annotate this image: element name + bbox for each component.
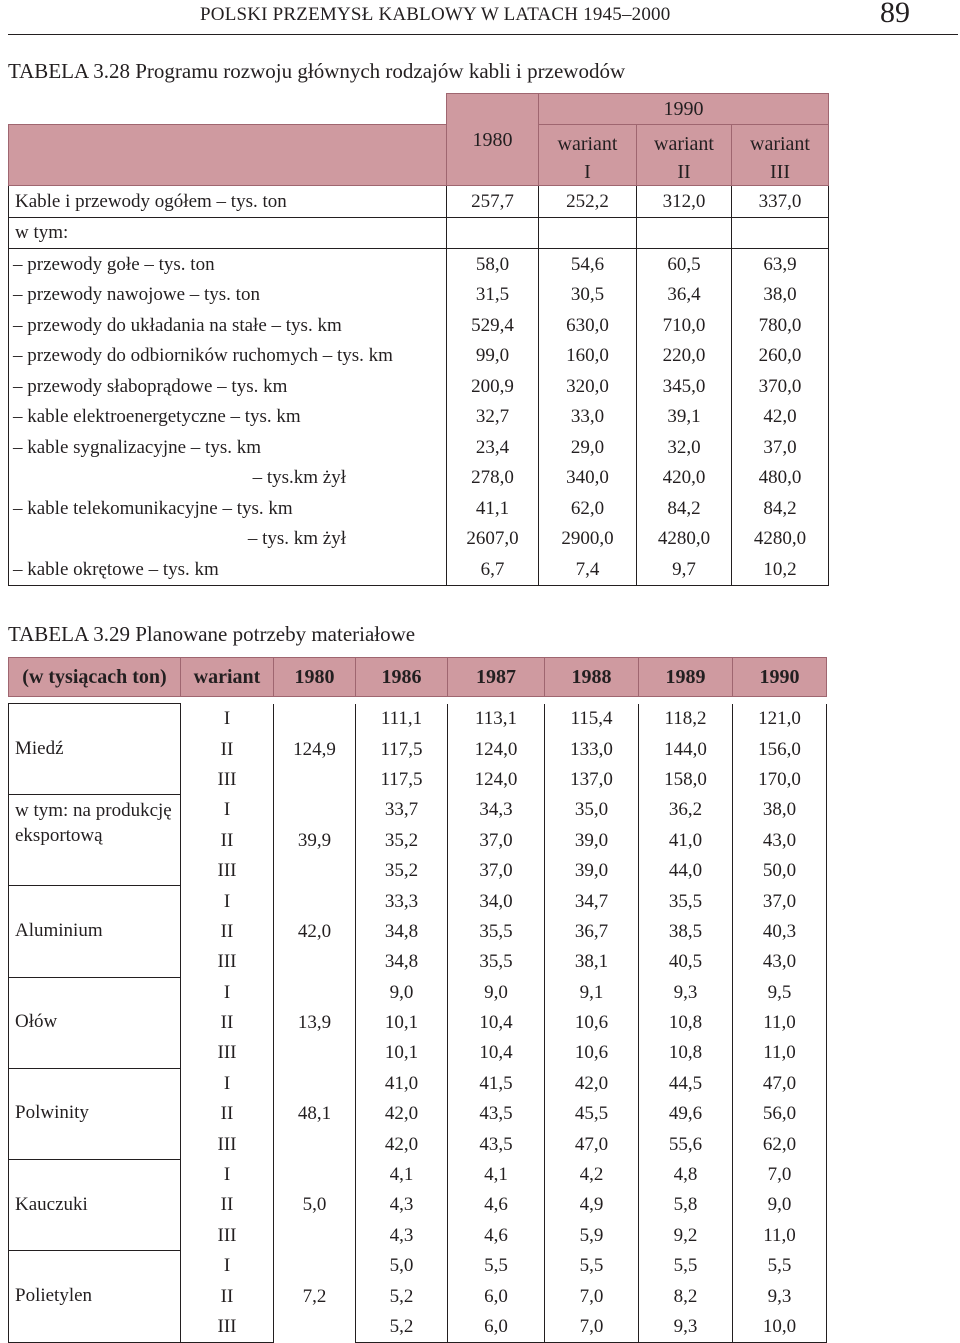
cell-1980: 41,1: [447, 493, 539, 524]
cell-1990: 5,5: [733, 1251, 827, 1281]
cell-wariant-3: 42,0: [732, 402, 829, 433]
group-label: Miedź: [9, 704, 181, 795]
cell-wariant-3: 63,9: [732, 249, 829, 280]
cell-1987: 113,1: [448, 704, 545, 734]
cell-1987: 43,5: [448, 1129, 545, 1159]
table-row: [9, 1251, 827, 1281]
cell-1980: 99,0: [447, 341, 539, 372]
table-row: [9, 463, 829, 494]
cell-1990: 40,3: [733, 916, 827, 946]
cell-wariant-2: 32,0: [637, 432, 732, 463]
cell-wariant: II: [181, 1099, 274, 1129]
cell-1988: 5,9: [545, 1220, 639, 1250]
cell-wariant-2: [637, 217, 732, 249]
row-label: – kable telekomunikacyjne – tys. km: [9, 493, 447, 524]
row-label: – kable sygnalizacyjne – tys. km: [9, 432, 447, 463]
cell-1990: 9,5: [733, 977, 827, 1007]
variant-header-1-l2: I: [539, 159, 637, 186]
cell-1988: 4,9: [545, 1190, 639, 1220]
header-blank: [9, 159, 447, 186]
row-label: – przewody nawojowe – tys. ton: [9, 280, 447, 311]
cell-1986: 4,1: [356, 1159, 448, 1189]
cell-1989: 36,2: [639, 795, 733, 825]
table-row: [9, 249, 829, 280]
cell-1988: 34,7: [545, 886, 639, 916]
col-header-1986: 1986: [356, 658, 448, 697]
cell-1989: 8,2: [639, 1281, 733, 1311]
cell-1990: 11,0: [733, 1007, 827, 1037]
cell-1980: 278,0: [447, 463, 539, 494]
cell-wariant: III: [181, 764, 274, 794]
cell-1987: 9,0: [448, 977, 545, 1007]
cell-1988: 10,6: [545, 1038, 639, 1068]
table-329: [8, 657, 827, 1343]
cell-1987: 35,5: [448, 947, 545, 977]
cell-1980: 42,0: [274, 886, 356, 977]
cell-1988: 42,0: [545, 1068, 639, 1098]
cell-1990: 50,0: [733, 855, 827, 885]
cell-1989: 44,0: [639, 855, 733, 885]
cell-1988: 4,2: [545, 1159, 639, 1189]
table-row: [9, 341, 829, 372]
cell-wariant-1: 30,5: [539, 280, 637, 311]
cell-wariant-1: 29,0: [539, 432, 637, 463]
group-label: Kauczuki: [9, 1159, 181, 1250]
cell-wariant-1: 33,0: [539, 402, 637, 433]
table-row: [9, 493, 829, 524]
row-label: – przewody gołe – tys. ton: [9, 249, 447, 280]
cell-wariant: I: [181, 977, 274, 1007]
row-label: w tym:: [9, 217, 447, 249]
cell-1989: 40,5: [639, 947, 733, 977]
cell-wariant-2: 710,0: [637, 310, 732, 341]
cell-wariant: I: [181, 886, 274, 916]
group-label: Ołów: [9, 977, 181, 1068]
table-row: [9, 432, 829, 463]
table-row: [9, 886, 827, 916]
cell-1986: 117,5: [356, 734, 448, 764]
table-row: [9, 310, 829, 341]
cell-wariant: III: [181, 1038, 274, 1068]
cell-1987: 6,0: [448, 1311, 545, 1342]
row-label: – tys. km żył: [9, 524, 447, 555]
cell-wariant-3: 370,0: [732, 371, 829, 402]
row-label: – przewody słaboprądowe – tys. km: [9, 371, 447, 402]
cell-1987: 10,4: [448, 1038, 545, 1068]
cell-wariant: I: [181, 704, 274, 734]
cell-1980: 32,7: [447, 402, 539, 433]
cell-wariant-3: 480,0: [732, 463, 829, 494]
cell-1987: 37,0: [448, 855, 545, 885]
cell-wariant-3: 780,0: [732, 310, 829, 341]
cell-wariant-1: 7,4: [539, 554, 637, 585]
cell-1987: 124,0: [448, 764, 545, 794]
cell-1980: 31,5: [447, 280, 539, 311]
row-label: – przewody do odbiorników ruchomych – tys. km: [9, 341, 447, 372]
cell-1980: 257,7: [447, 186, 539, 218]
cell-1986: 33,7: [356, 795, 448, 825]
cell-1989: 44,5: [639, 1068, 733, 1098]
row-label: Kable i przewody ogółem – tys. ton: [9, 186, 447, 218]
header-rule: [8, 34, 958, 35]
cell-1989: 158,0: [639, 764, 733, 794]
cell-1986: 10,1: [356, 1007, 448, 1037]
cell-1987: 4,6: [448, 1190, 545, 1220]
cell-1990: 170,0: [733, 764, 827, 794]
cell-1990: 62,0: [733, 1129, 827, 1159]
cell-wariant-1: 54,6: [539, 249, 637, 280]
cell-1986: 34,8: [356, 916, 448, 946]
cell-1990: 9,0: [733, 1190, 827, 1220]
cell-1990: 9,3: [733, 1281, 827, 1311]
cell-1989: 5,5: [639, 1251, 733, 1281]
cell-1988: 7,0: [545, 1311, 639, 1342]
cell-1986: 5,0: [356, 1251, 448, 1281]
cell-1987: 124,0: [448, 734, 545, 764]
group-label: Polietylen: [9, 1251, 181, 1343]
col-header-1990: 1990: [733, 658, 827, 697]
cell-wariant: III: [181, 855, 274, 885]
cell-1988: 39,0: [545, 825, 639, 855]
cell-wariant: I: [181, 1159, 274, 1189]
cell-wariant-2: 312,0: [637, 186, 732, 218]
cell-wariant-1: 2900,0: [539, 524, 637, 555]
cell-1990: 43,0: [733, 825, 827, 855]
cell-1986: 9,0: [356, 977, 448, 1007]
cell-1986: 5,2: [356, 1281, 448, 1311]
cell-1990: 11,0: [733, 1038, 827, 1068]
cell-wariant-2: 60,5: [637, 249, 732, 280]
cell-1988: 35,0: [545, 795, 639, 825]
cell-1987: 10,4: [448, 1007, 545, 1037]
cell-1988: 137,0: [545, 764, 639, 794]
col-header-1980: 1980: [447, 94, 539, 186]
header-gap: [9, 697, 827, 704]
cell-1988: 47,0: [545, 1129, 639, 1159]
variant-header-2-l2: II: [637, 159, 732, 186]
table-row: [9, 704, 827, 734]
table-328: [8, 93, 829, 586]
cell-wariant-2: 84,2: [637, 493, 732, 524]
cell-wariant-1: 630,0: [539, 310, 637, 341]
cell-1980: 529,4: [447, 310, 539, 341]
cell-wariant: III: [181, 1220, 274, 1250]
cell-1986: 10,1: [356, 1038, 448, 1068]
group-label: Polwinity: [9, 1068, 181, 1159]
cell-1980: 2607,0: [447, 524, 539, 555]
cell-1990: 121,0: [733, 704, 827, 734]
cell-1987: 4,1: [448, 1159, 545, 1189]
cell-1980: 48,1: [274, 1068, 356, 1159]
col-header-1987: 1987: [448, 658, 545, 697]
cell-1980: 58,0: [447, 249, 539, 280]
cell-1989: 9,2: [639, 1220, 733, 1250]
cell-wariant: II: [181, 1190, 274, 1220]
col-header-1989: 1989: [639, 658, 733, 697]
cell-1989: 118,2: [639, 704, 733, 734]
cell-1986: 42,0: [356, 1129, 448, 1159]
cell-1986: 5,2: [356, 1311, 448, 1342]
cell-1980: 124,9: [274, 704, 356, 795]
cell-1987: 35,5: [448, 916, 545, 946]
cell-wariant-3: 38,0: [732, 280, 829, 311]
cell-1990: 37,0: [733, 886, 827, 916]
table-row: [9, 402, 829, 433]
cell-1986: 111,1: [356, 704, 448, 734]
cell-1990: 43,0: [733, 947, 827, 977]
cell-1987: 5,5: [448, 1251, 545, 1281]
cell-1988: 115,4: [545, 704, 639, 734]
cell-1987: 34,0: [448, 886, 545, 916]
cell-1990: 7,0: [733, 1159, 827, 1189]
cell-1986: 42,0: [356, 1099, 448, 1129]
cell-1980: [447, 217, 539, 249]
cell-1990: 38,0: [733, 795, 827, 825]
table-row: [9, 371, 829, 402]
cell-1986: 41,0: [356, 1068, 448, 1098]
table-row: [9, 795, 827, 825]
cell-1990: 11,0: [733, 1220, 827, 1250]
cell-1987: 37,0: [448, 825, 545, 855]
header-blank: [9, 125, 447, 160]
row-label: – przewody do układania na stałe – tys. km: [9, 310, 447, 341]
cell-wariant: III: [181, 947, 274, 977]
table-row: [9, 554, 829, 585]
cell-1980: 23,4: [447, 432, 539, 463]
cell-wariant: II: [181, 1007, 274, 1037]
variant-header-3-l1: wariant: [732, 125, 829, 160]
cell-1988: 5,5: [545, 1251, 639, 1281]
cell-1986: 4,3: [356, 1190, 448, 1220]
cell-1989: 9,3: [639, 977, 733, 1007]
variant-header-3-l2: III: [732, 159, 829, 186]
cell-wariant-3: 84,2: [732, 493, 829, 524]
table-row: [9, 1068, 827, 1098]
group-label: Aluminium: [9, 886, 181, 977]
cell-1986: 35,2: [356, 825, 448, 855]
cell-wariant-3: 260,0: [732, 341, 829, 372]
cell-1986: 33,3: [356, 886, 448, 916]
cell-wariant: II: [181, 825, 274, 855]
cell-wariant-2: 345,0: [637, 371, 732, 402]
row-label: – tys.km żył: [9, 463, 447, 494]
table-row: [9, 186, 829, 218]
cell-1988: 10,6: [545, 1007, 639, 1037]
col-header-1980: 1980: [274, 658, 356, 697]
cell-1989: 41,0: [639, 825, 733, 855]
table-row: [9, 280, 829, 311]
cell-1989: 38,5: [639, 916, 733, 946]
cell-wariant-1: 320,0: [539, 371, 637, 402]
row-label: – kable elektroenergetyczne – tys. km: [9, 402, 447, 433]
cell-1989: 10,8: [639, 1007, 733, 1037]
cell-wariant: II: [181, 734, 274, 764]
cell-1988: 7,0: [545, 1281, 639, 1311]
cell-1987: 34,3: [448, 795, 545, 825]
cell-1989: 4,8: [639, 1159, 733, 1189]
cell-wariant-1: 62,0: [539, 493, 637, 524]
table-328-caption: TABELA 3.28 Programu rozwoju głównych rodzajów kabli i przewodów: [8, 59, 626, 83]
cell-wariant-1: 252,2: [539, 186, 637, 218]
cell-1988: 36,7: [545, 916, 639, 946]
cell-1988: 133,0: [545, 734, 639, 764]
group-label: w tym: na produkcję eksportową: [9, 795, 181, 886]
cell-1989: 55,6: [639, 1129, 733, 1159]
cell-1989: 10,8: [639, 1038, 733, 1068]
cell-1980: 6,7: [447, 554, 539, 585]
cell-1988: 45,5: [545, 1099, 639, 1129]
cell-1989: 9,3: [639, 1311, 733, 1342]
cell-wariant-2: 39,1: [637, 402, 732, 433]
cell-1988: 9,1: [545, 977, 639, 1007]
cell-wariant-3: 4280,0: [732, 524, 829, 555]
cell-wariant-2: 9,7: [637, 554, 732, 585]
cell-wariant-3: 10,2: [732, 554, 829, 585]
variant-header-1-l1: wariant: [539, 125, 637, 160]
cell-1989: 49,6: [639, 1099, 733, 1129]
table-row: [9, 524, 829, 555]
cell-1989: 35,5: [639, 886, 733, 916]
cell-1990: 56,0: [733, 1099, 827, 1129]
cell-wariant-3: 37,0: [732, 432, 829, 463]
cell-1987: 4,6: [448, 1220, 545, 1250]
cell-1988: 38,1: [545, 947, 639, 977]
table-row: [9, 217, 829, 249]
page-number: 89: [880, 0, 910, 29]
col-header-unit: (w tysiącach ton): [9, 658, 181, 697]
cell-wariant-2: 4280,0: [637, 524, 732, 555]
cell-wariant-2: 36,4: [637, 280, 732, 311]
cell-1988: 39,0: [545, 855, 639, 885]
cell-wariant-2: 220,0: [637, 341, 732, 372]
running-head-title: POLSKI PRZEMYSŁ KABLOWY W LATACH 1945–2000: [200, 4, 671, 25]
cell-1986: 34,8: [356, 947, 448, 977]
cell-1986: 117,5: [356, 764, 448, 794]
cell-1987: 6,0: [448, 1281, 545, 1311]
cell-1987: 41,5: [448, 1068, 545, 1098]
cell-wariant: II: [181, 1281, 274, 1311]
cell-1990: 156,0: [733, 734, 827, 764]
cell-wariant: I: [181, 1251, 274, 1281]
row-label: – kable okrętowe – tys. km: [9, 554, 447, 585]
col-header-1988: 1988: [545, 658, 639, 697]
variant-header-2-l1: wariant: [637, 125, 732, 160]
cell-wariant: I: [181, 795, 274, 825]
cell-1980: 7,2: [274, 1251, 356, 1343]
cell-1989: 5,8: [639, 1190, 733, 1220]
cell-wariant-1: 340,0: [539, 463, 637, 494]
cell-1989: 144,0: [639, 734, 733, 764]
cell-1987: 43,5: [448, 1099, 545, 1129]
cell-wariant: I: [181, 1068, 274, 1098]
running-head: [0, 0, 960, 36]
table-row: [9, 977, 827, 1007]
cell-1980: 200,9: [447, 371, 539, 402]
cell-wariant-2: 420,0: [637, 463, 732, 494]
cell-1986: 35,2: [356, 855, 448, 885]
col-header-wariant: wariant: [181, 658, 274, 697]
cell-1986: 4,3: [356, 1220, 448, 1250]
cell-wariant: II: [181, 916, 274, 946]
col-header-1990: 1990: [539, 94, 829, 125]
cell-1980: 13,9: [274, 977, 356, 1068]
cell-wariant: III: [181, 1311, 274, 1342]
cell-wariant-3: 337,0: [732, 186, 829, 218]
cell-wariant-1: [539, 217, 637, 249]
cell-wariant-3: [732, 217, 829, 249]
cell-1980: 39,9: [274, 795, 356, 886]
table-row: [9, 1159, 827, 1189]
cell-1980: 5,0: [274, 1159, 356, 1250]
cell-wariant-1: 160,0: [539, 341, 637, 372]
cell-1990: 10,0: [733, 1311, 827, 1342]
cell-1990: 47,0: [733, 1068, 827, 1098]
cell-wariant: III: [181, 1129, 274, 1159]
table-329-caption: TABELA 3.29 Planowane potrzeby materiałowe: [8, 622, 416, 646]
